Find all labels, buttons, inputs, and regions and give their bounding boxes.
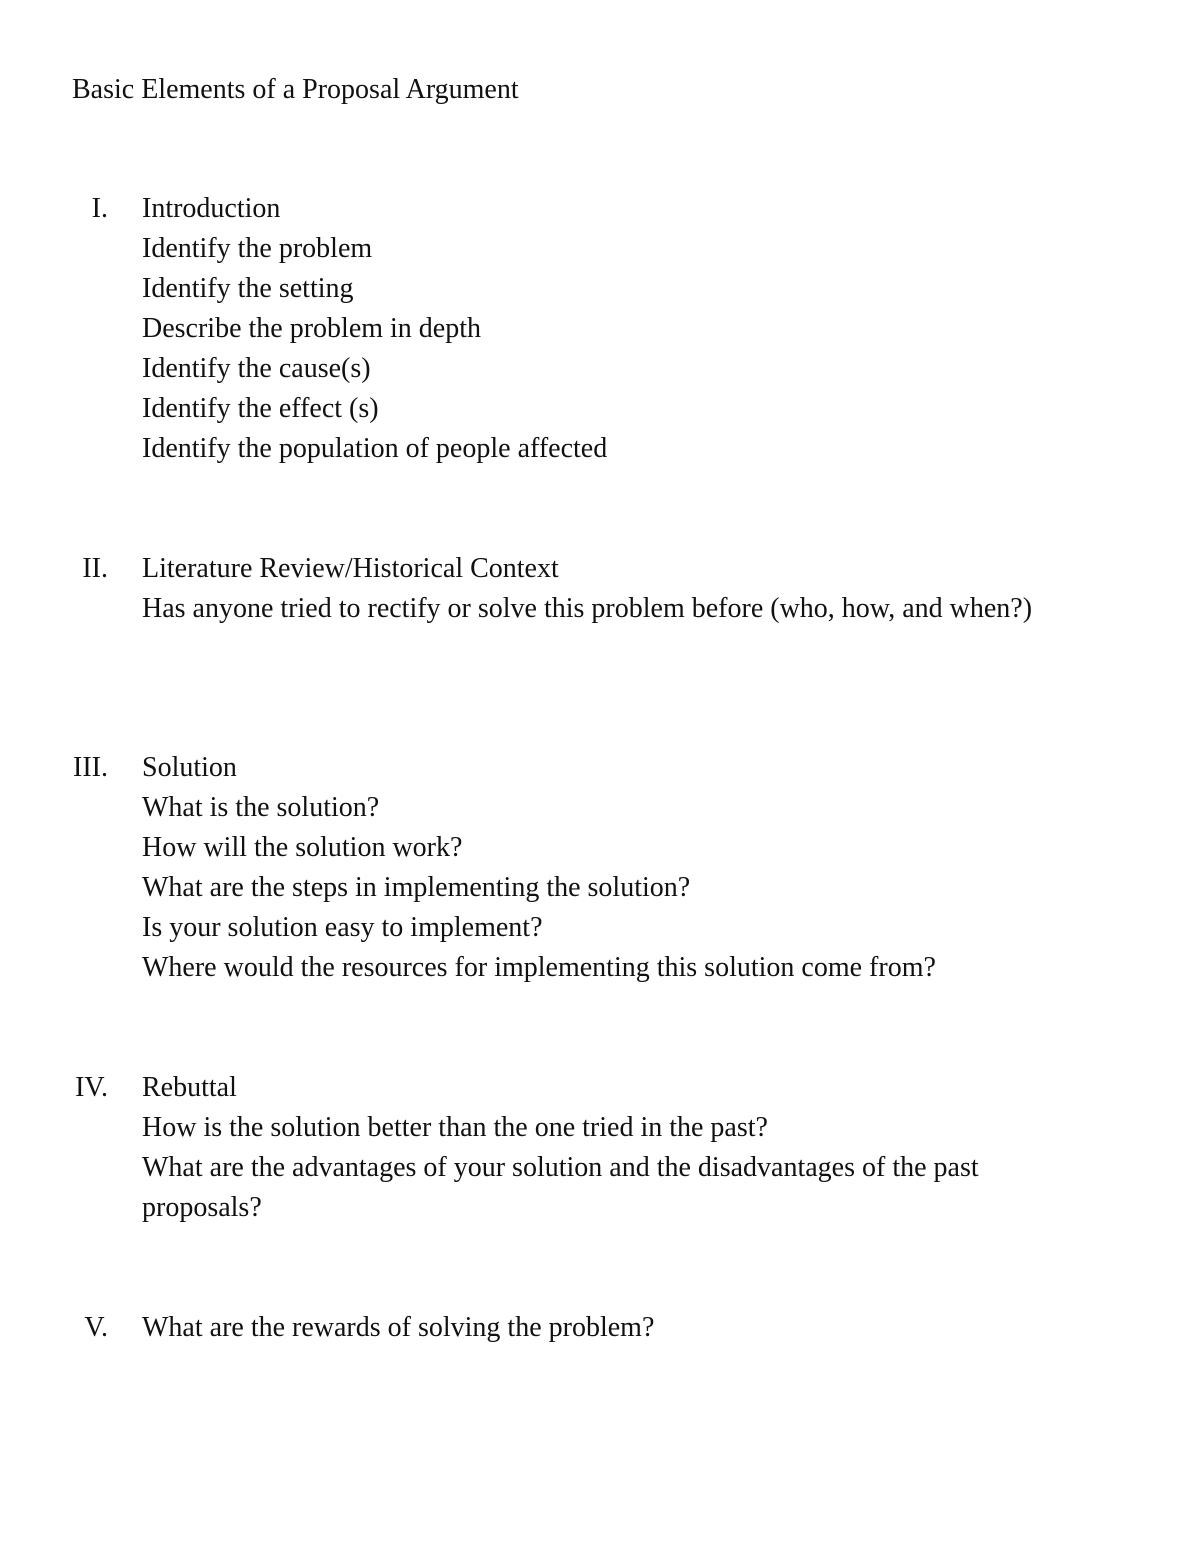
list-item: What are the steps in implementing the solution? xyxy=(142,872,691,903)
section-heading: Literature Review/Historical Context xyxy=(142,553,559,584)
section-content xyxy=(142,748,1142,988)
section-heading: Rebuttal xyxy=(142,1072,237,1103)
list-item: How is the solution better than the one tried in the past? xyxy=(142,1112,768,1143)
section-heading: Solution xyxy=(142,752,237,783)
section-numeral: III. xyxy=(73,752,108,783)
list-item: Identify the setting xyxy=(142,273,354,304)
list-item: Identify the effect (s) xyxy=(142,393,379,424)
section-numeral: I. xyxy=(91,193,108,224)
section-content xyxy=(142,189,1142,469)
section-heading: What are the rewards of solving the problem? xyxy=(142,1312,655,1343)
list-item: What is the solution? xyxy=(142,792,380,823)
list-item: How will the solution work? xyxy=(142,832,463,863)
list-item: Is your solution easy to implement? xyxy=(142,912,543,943)
section-content xyxy=(142,549,1142,629)
list-item: Where would the resources for implementing this solution come from? xyxy=(142,952,936,983)
list-item: Describe the problem in depth xyxy=(142,313,482,344)
section-numeral: IV. xyxy=(75,1072,108,1103)
list-item: Identify the population of people affected xyxy=(142,433,608,464)
list-item: Identify the problem xyxy=(142,233,373,264)
section-numeral: II. xyxy=(82,553,108,584)
list-item: Has anyone tried to rectify or solve this problem before (who, how, and when?) xyxy=(142,593,1033,624)
list-item: Identify the cause(s) xyxy=(142,353,371,384)
section-content xyxy=(142,1308,1142,1348)
section-heading: Introduction xyxy=(142,193,281,224)
list-item: What are the advantages of your solution and the disadvantages of the past proposals? xyxy=(142,1152,979,1223)
section-content xyxy=(142,1068,1082,1228)
section-numeral: V. xyxy=(84,1312,108,1343)
document-title: Basic Elements of a Proposal Argument xyxy=(72,74,519,105)
